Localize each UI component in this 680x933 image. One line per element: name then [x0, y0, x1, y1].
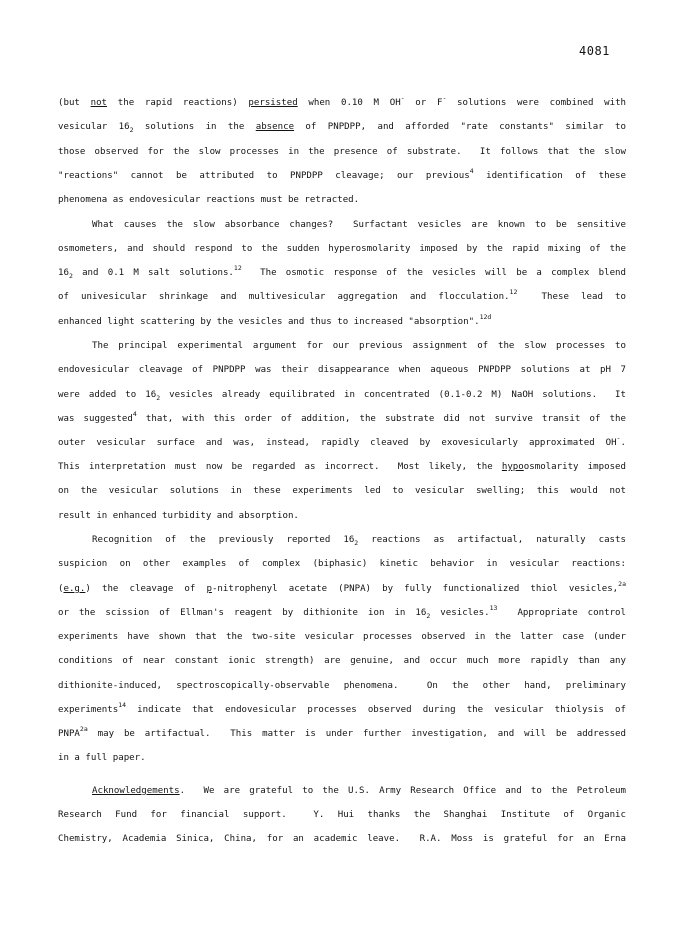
underlined-text: not — [90, 98, 108, 108]
text-segment: experiments have shown that the two-site vesicular processes observed in the latter case (under — [58, 632, 626, 642]
text-segment: result in enhanced turbidity and absorption. — [58, 511, 299, 521]
text-line — [58, 808, 626, 822]
text-segment: endovesicular cleavage of PNPDPP was their disappearance when aqueous PNPDPP solutions at pH 7 — [58, 365, 626, 375]
text-segment: osmometers, and should respond to the sudden hyperosmolarity imposed by the rapid mixing of the — [58, 244, 626, 254]
superscript: 2a — [618, 580, 626, 588]
text-line — [58, 679, 626, 693]
text-segment: experiments — [58, 705, 119, 715]
superscript: 2a — [79, 725, 88, 733]
text-segment: ) the cleavage of — [85, 584, 207, 594]
text-segment: outer vesicular surface and was, instead, rapidly cleaved by exovesicularly approximated OH — [58, 438, 617, 448]
text-line — [58, 606, 626, 620]
text-segment: in a full paper. — [58, 753, 146, 763]
text-segment: was suggested — [58, 414, 133, 424]
text-segment: osmolarity imposed — [523, 462, 626, 472]
superscript: 4 — [132, 410, 137, 418]
page-number: 4081 — [579, 44, 610, 58]
text-segment: Recognition of the previously reported 16 — [92, 535, 355, 545]
text-line — [58, 557, 626, 571]
text-segment: solutions in the — [133, 122, 256, 132]
superscript: 12 — [509, 288, 518, 296]
superscript: 12d — [479, 313, 492, 321]
text-segment: reactions as artifactual, naturally casts — [358, 535, 626, 545]
text-segment: ( — [58, 584, 64, 594]
text-segment: . — [620, 438, 626, 448]
underlined-text: persisted — [248, 98, 298, 108]
text-line — [58, 727, 626, 741]
subscript: 2 — [156, 394, 161, 402]
text-line — [58, 96, 626, 110]
subscript: 2 — [354, 539, 359, 547]
superscript: 12 — [233, 264, 242, 272]
text-line — [58, 509, 626, 523]
text-line — [92, 784, 626, 798]
text-line — [58, 388, 626, 402]
text-line — [58, 242, 626, 256]
underlined-text: Acknowledgements — [92, 786, 180, 796]
text-segment: Appropriate control — [497, 608, 626, 618]
underlined-text: absence — [255, 122, 295, 132]
superscript: 4 — [469, 167, 474, 175]
text-segment: These lead to — [517, 292, 626, 302]
text-segment: 16 — [58, 268, 69, 278]
text-line — [92, 533, 626, 547]
text-segment: vesicles already equilibrated in concentrated (0.1-0.2 M) NaOH solutions. It — [160, 390, 626, 400]
superscript: - — [616, 434, 621, 442]
text-line — [92, 218, 626, 232]
text-segment: Research Fund for financial support. Y. Hui thanks the Shanghai Institute of Organic — [58, 810, 626, 820]
text-line — [58, 582, 626, 596]
text-line — [58, 266, 626, 280]
subscript: 2 — [129, 126, 134, 134]
text-segment: when 0.10 M OH — [297, 98, 401, 108]
text-segment: vesicles. — [430, 608, 490, 618]
superscript: 14 — [118, 701, 127, 709]
text-line — [58, 193, 626, 207]
text-segment: suspicion on other examples of complex (biphasic) kinetic behavior in vesicular reactions: — [58, 559, 626, 569]
text-line — [92, 339, 626, 353]
text-line — [58, 484, 626, 498]
text-segment: on the vesicular solutions in these experiments led to vesicular swelling; this would not — [58, 486, 626, 496]
text-line — [58, 120, 626, 134]
text-segment: those observed for the slow processes in the presence of substrate. It follows that the slow — [58, 147, 626, 157]
text-segment: vesicular 16 — [58, 122, 130, 132]
text-line — [58, 436, 626, 450]
text-segment: PNPA — [58, 729, 80, 739]
underlined-text: e.g. — [63, 584, 86, 594]
text-line — [58, 363, 626, 377]
text-segment: solutions were combined with — [446, 98, 627, 108]
text-segment: "reactions" cannot be attributed to PNPDPP cleavage; our previous — [58, 171, 470, 181]
text-segment: dithionite-induced, spectroscopically-observable phenomena. On the other hand, preliminary — [58, 681, 626, 691]
text-segment: indicate that endovesicular processes observed during the vesicular thiolysis of — [126, 705, 626, 715]
text-segment: of univesicular shrinkage and multivesicular aggregation and flocculation. — [58, 292, 510, 302]
text-line — [58, 630, 626, 644]
text-segment: or the scission of Ellman's reagent by dithionite ion in 16 — [58, 608, 427, 618]
text-segment: . We are grateful to the U.S. Army Research Office and to the Petroleum — [179, 786, 626, 796]
text-segment: of PNPDPP, and afforded "rate constants" similar to — [294, 122, 626, 132]
text-segment: were added to 16 — [58, 390, 157, 400]
text-line — [58, 145, 626, 159]
text-segment: phenomena as endovesicular reactions must be retracted. — [58, 195, 360, 205]
text-segment: identification of these — [473, 171, 626, 181]
text-segment: may be artifactual. This matter is under further investigation, and will be addressed — [87, 729, 626, 739]
text-segment: or F — [404, 98, 443, 108]
text-segment: and 0.1 M salt solutions. — [72, 268, 234, 278]
text-segment: This interpretation must now be regarded as incorrect. Most likely, the — [58, 462, 502, 472]
subscript: 2 — [68, 272, 73, 280]
text-segment: conditions of near constant ionic strength) are genuine, and occur much more rapidly than any — [58, 656, 626, 666]
text-line — [58, 169, 626, 183]
text-line — [58, 290, 626, 304]
text-segment: enhanced light scattering by the vesicles and thus to increased "absorption". — [58, 317, 480, 327]
text-line — [58, 315, 626, 329]
text-segment: -nitrophenyl acetate (PNPA) by fully functionalized thiol vesicles, — [211, 584, 619, 594]
underlined-text: hypo — [501, 462, 524, 472]
superscript: - — [442, 94, 447, 102]
text-segment: that, with this order of addition, the substrate did not survive transit of the — [136, 414, 626, 424]
subscript: 2 — [426, 612, 431, 620]
underlined-text: p — [206, 584, 212, 594]
text-line — [58, 412, 626, 426]
text-line — [58, 654, 626, 668]
text-segment: The principal experimental argument for our previous assignment of the slow processes to — [92, 341, 626, 351]
text-line — [58, 832, 626, 846]
text-line — [58, 460, 626, 474]
text-segment: (but — [58, 98, 91, 108]
superscript: 13 — [489, 604, 498, 612]
text-segment: The osmotic response of the vesicles will be a complex blend — [241, 268, 626, 278]
superscript: - — [400, 94, 405, 102]
text-line — [58, 751, 626, 765]
text-line — [58, 703, 626, 717]
text-segment: the rapid reactions) — [107, 98, 249, 108]
text-segment: Chemistry, Academia Sinica, China, for an academic leave. R.A. Moss is grateful for an Erna — [58, 834, 626, 844]
text-segment: What causes the slow absorbance changes? Surfactant vesicles are known to be sensitive — [92, 220, 626, 230]
